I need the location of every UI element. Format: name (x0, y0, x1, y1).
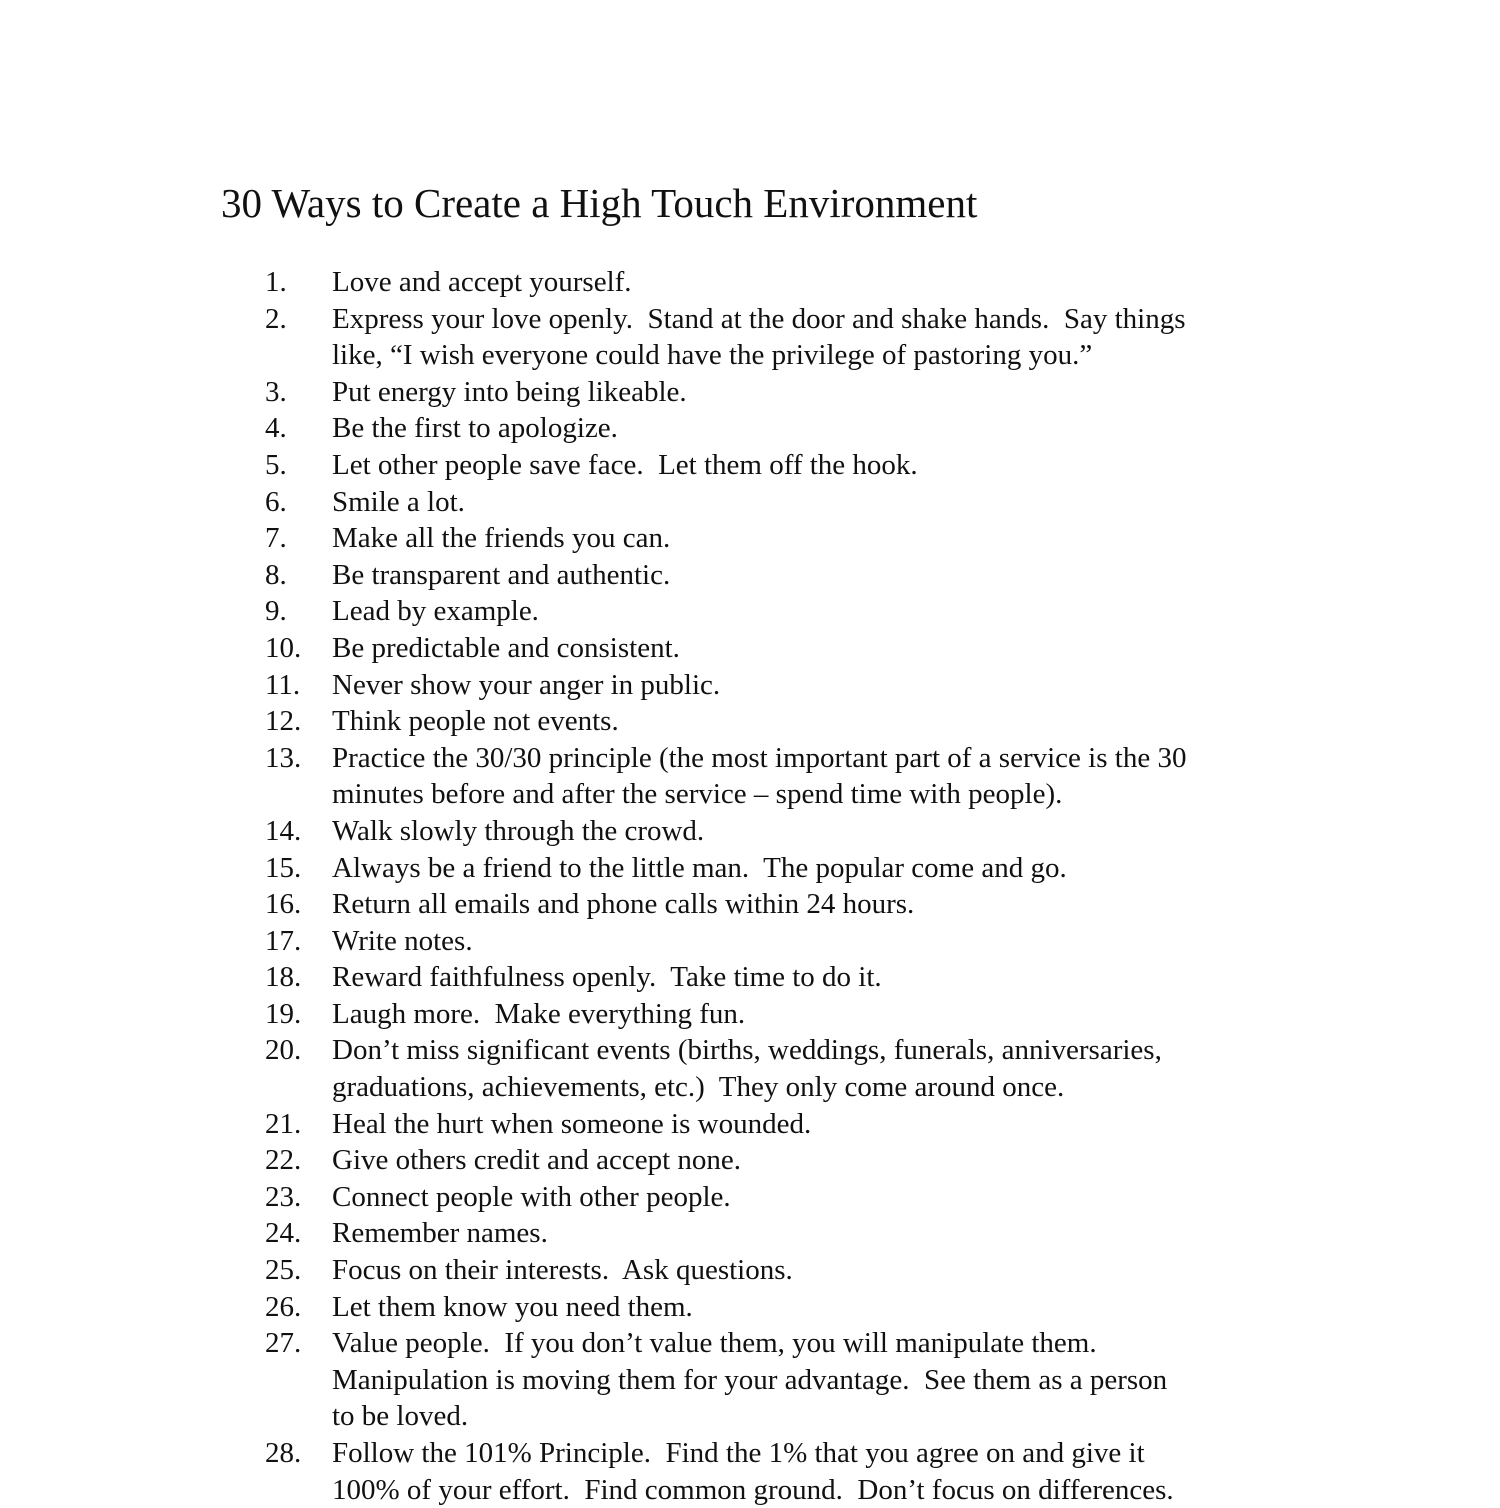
document-title: 30 Ways to Create a High Touch Environment (221, 180, 978, 226)
item-text-line: to be loved. (332, 1400, 469, 1433)
item-text-line: Return all emails and phone calls within 24 hours. (332, 888, 915, 921)
item-number: 5. (265, 448, 287, 481)
item-number: 9. (265, 595, 287, 628)
item-text-line: Walk slowly through the crowd. (332, 814, 705, 847)
item-text (332, 1106, 1500, 1143)
list-item (0, 1142, 1500, 1179)
item-text-line: Lead by example. (332, 595, 539, 628)
item-text (332, 923, 1500, 960)
list-item (0, 1106, 1500, 1143)
list-item (0, 264, 1500, 301)
item-number: 16. (265, 888, 302, 921)
item-text (332, 1325, 1500, 1435)
item-text-line: Let them know you need them. (332, 1290, 693, 1323)
item-number: 23. (265, 1180, 302, 1213)
item-text-line: Laugh more. Make everything fun. (332, 997, 746, 1030)
item-text (332, 1435, 1500, 1508)
item-text (332, 740, 1500, 813)
item-text (332, 447, 1500, 484)
list-item (0, 630, 1500, 667)
item-text (332, 850, 1500, 887)
item-text (332, 301, 1500, 374)
item-text (332, 886, 1500, 923)
numbered-list (0, 264, 1500, 1508)
item-text-line: minutes before and after the service – spend time with people). (332, 778, 1063, 811)
item-number: 13. (265, 741, 302, 774)
item-text (332, 959, 1500, 996)
item-number: 19. (265, 997, 302, 1030)
item-number: 17. (265, 924, 302, 957)
item-text-line: Smile a lot. (332, 485, 465, 518)
item-number: 26. (265, 1290, 302, 1323)
item-text-line: Never show your anger in public. (332, 668, 721, 701)
item-text-line: Remember names. (332, 1217, 548, 1250)
item-number: 6. (265, 485, 287, 518)
item-text-line: Manipulation is moving them for your advantage. See them as a person (332, 1363, 1168, 1396)
list-item (0, 1179, 1500, 1216)
item-number: 2. (265, 302, 287, 335)
item-text (332, 996, 1500, 1033)
list-item (0, 593, 1500, 630)
item-text (332, 557, 1500, 594)
item-text-line: Value people. If you don’t value them, you will manipulate them. (332, 1327, 1097, 1360)
item-text (332, 520, 1500, 557)
list-item (0, 850, 1500, 887)
item-text-line: Think people not events. (332, 705, 619, 738)
item-number: 12. (265, 705, 302, 738)
item-text-line: Let other people save face. Let them off the hook. (332, 448, 918, 481)
item-number: 1. (265, 266, 287, 298)
item-text (332, 374, 1500, 411)
item-text (332, 593, 1500, 630)
item-text (332, 410, 1500, 447)
list-item (0, 667, 1500, 704)
item-text-line: like, “I wish everyone could have the privilege of pastoring you.” (332, 339, 1093, 372)
list-item (0, 557, 1500, 594)
item-text-line: Focus on their interests. Ask questions. (332, 1254, 793, 1287)
item-number: 8. (265, 558, 287, 591)
item-text (332, 1179, 1500, 1216)
list-item (0, 1032, 1500, 1105)
item-text-line: Be transparent and authentic. (332, 558, 671, 591)
list-item (0, 886, 1500, 923)
item-text-line: Don’t miss significant events (births, weddings, funerals, anniversaries, (332, 1034, 1162, 1067)
item-text (332, 813, 1500, 850)
item-number: 27. (265, 1327, 302, 1360)
item-number: 24. (265, 1217, 302, 1250)
item-text (332, 264, 1500, 301)
item-text (332, 630, 1500, 667)
list-item (0, 447, 1500, 484)
item-number: 14. (265, 814, 302, 847)
list-item (0, 996, 1500, 1033)
item-number: 15. (265, 851, 302, 884)
list-item (0, 1215, 1500, 1252)
list-item (0, 410, 1500, 447)
item-text-line: Connect people with other people. (332, 1180, 731, 1213)
list-item (0, 1289, 1500, 1326)
list-item (0, 374, 1500, 411)
item-number: 21. (265, 1107, 302, 1140)
item-text-line: Be predictable and consistent. (332, 631, 680, 664)
item-text-line: Heal the hurt when someone is wounded. (332, 1107, 812, 1140)
item-text-line: Write notes. (332, 924, 473, 957)
list-item (0, 1325, 1500, 1435)
item-number: 11. (265, 668, 301, 701)
item-text-line: Give others credit and accept none. (332, 1144, 742, 1177)
item-text (332, 1289, 1500, 1326)
item-number: 7. (265, 522, 287, 555)
list-item (0, 923, 1500, 960)
item-text (332, 484, 1500, 521)
list-item (0, 703, 1500, 740)
item-text (332, 1142, 1500, 1179)
item-text-line: Express your love openly. Stand at the door and shake hands. Say things (332, 302, 1186, 335)
item-text (332, 1215, 1500, 1252)
item-text (332, 667, 1500, 704)
list-item (0, 1435, 1500, 1508)
item-number: 22. (265, 1144, 302, 1177)
item-text-line: Be the first to apologize. (332, 412, 618, 445)
list-item (0, 301, 1500, 374)
item-number: 20. (265, 1034, 302, 1067)
item-number: 4. (265, 412, 287, 445)
item-text (332, 1032, 1500, 1105)
item-text (332, 703, 1500, 740)
item-text-line: Make all the friends you can. (332, 522, 671, 555)
list-item (0, 813, 1500, 850)
item-number: 10. (265, 631, 302, 664)
item-number: 3. (265, 375, 287, 408)
item-text-line: Always be a friend to the little man. The popular come and go. (332, 851, 1067, 884)
item-text-line: Reward faithfulness openly. Take time to do it. (332, 961, 882, 994)
item-number: 18. (265, 961, 302, 994)
item-text-line: graduations, achievements, etc.) They only come around once. (332, 1071, 1065, 1104)
item-text-line: Love and accept yourself. (332, 266, 632, 298)
item-text-line: Put energy into being likeable. (332, 375, 687, 408)
list-item (0, 740, 1500, 813)
item-number: 25. (265, 1254, 302, 1287)
item-text-line: Practice the 30/30 principle (the most important part of a service is the 30 (332, 741, 1187, 774)
list-item (0, 520, 1500, 557)
list-item (0, 484, 1500, 521)
list-item (0, 959, 1500, 996)
item-number: 28. (265, 1437, 302, 1469)
item-text (332, 1252, 1500, 1289)
item-text-line: Follow the 101% Principle. Find the 1% that you agree on and give it (332, 1437, 1145, 1469)
item-text-line: 100% of your effort. Find common ground. Don’t focus on differences. (332, 1473, 1174, 1506)
list-item (0, 1252, 1500, 1289)
